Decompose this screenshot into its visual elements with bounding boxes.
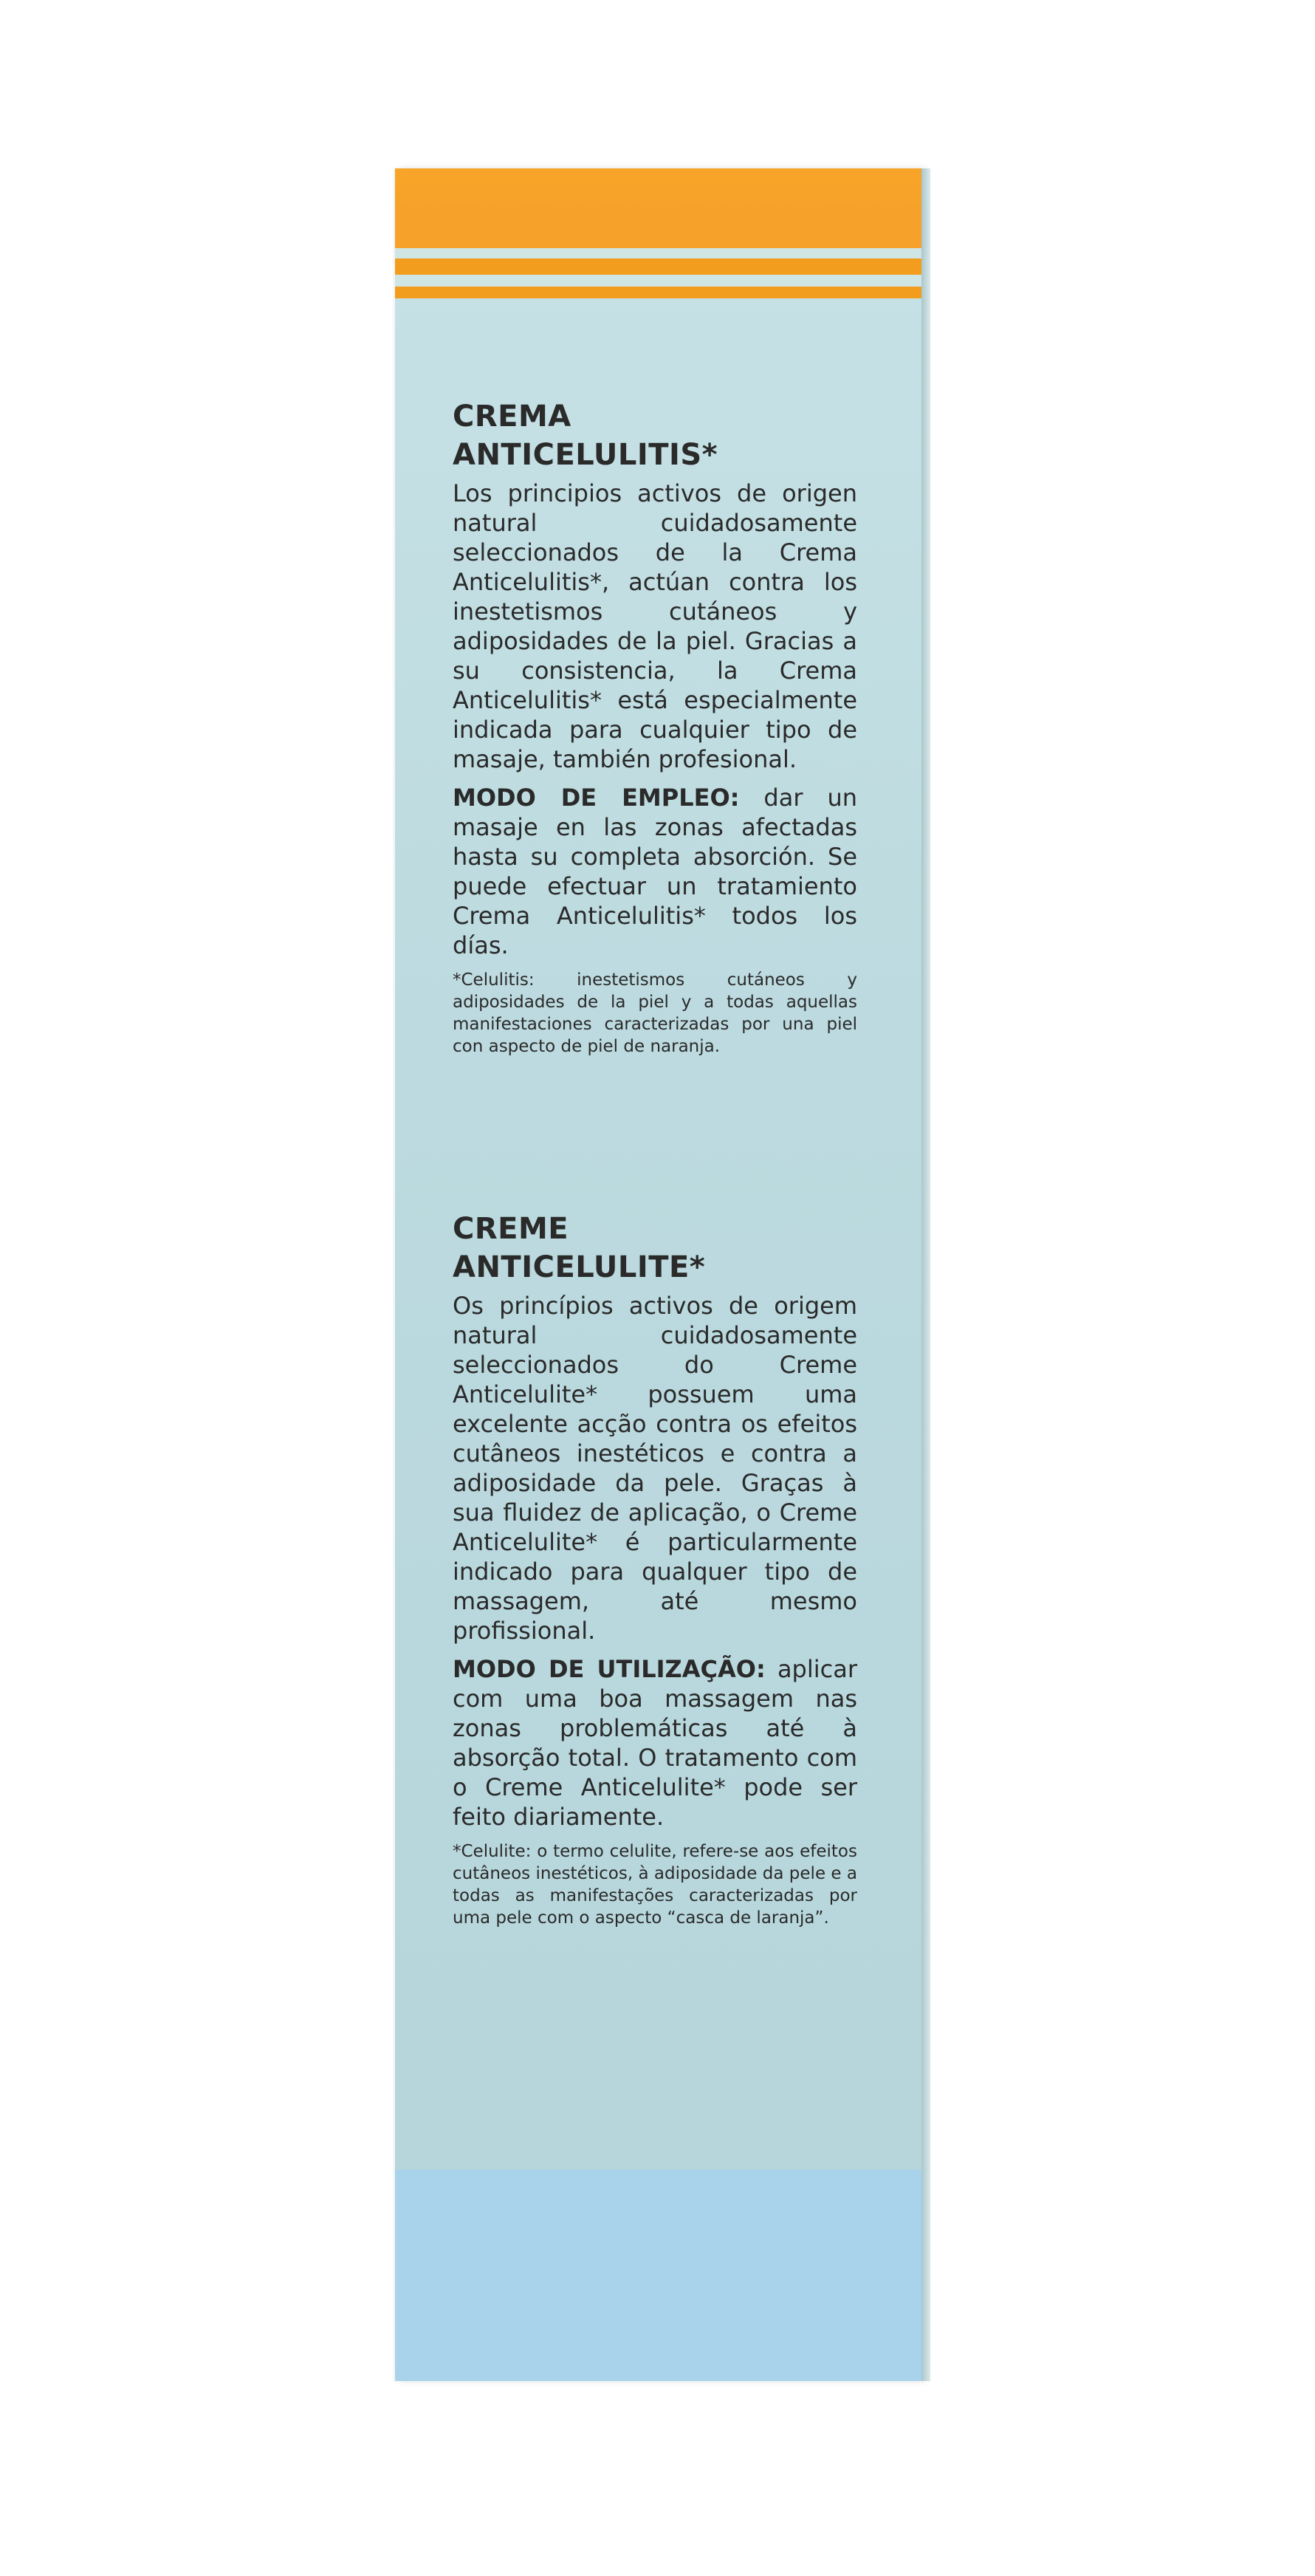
spanish-title-line2: ANTICELULITIS* [453,438,718,472]
portuguese-usage-label: MODO DE UTILIZAÇÃO: [453,1655,766,1683]
product-box-side-panel [395,168,921,2381]
spanish-section [453,397,857,1058]
spanish-usage-paragraph [453,783,857,960]
portuguese-title-line1: CREME [453,1212,569,1246]
portuguese-usage-paragraph [453,1654,857,1832]
light-stripe [395,275,921,287]
spanish-usage-label: MODO DE EMPLEO: [453,784,740,812]
spanish-title-line1: CREMA [453,400,571,434]
portuguese-footnote: *Celulite: o termo celulite, refere-se aos efeitos cutâneos inestéticos, à adiposidade da pele e a todas as manifestações caracterizadas por uma pele com o aspecto “casca de laranja”. [453,1842,857,1928]
box-edge-shadow [921,168,930,2381]
orange-stripe [395,287,921,298]
spanish-usage-text: dar un masaje en las zonas afectadas hasta su completa absorción. Se puede efectuar un tratamiento Crema Anticelulitis* todos los días. [453,784,857,959]
spanish-footnote: *Celulitis: inestetismos cutáneos y adiposidades de la piel y a todas aquellas manifestaciones caracterizadas por una piel con aspecto de piel de naranja. [453,970,857,1056]
portuguese-usage-text: aplicar com uma boa massagem nas zonas problemáticas até à absorção total. O tratamento com o Creme Anticelulite* pode ser feito diariamente. [453,1655,858,1831]
portuguese-title [453,1210,857,1287]
portuguese-body-text: Os princípios activos de origem natural cuidadosamente seleccionados do Creme Anticelulite* possuem uma excelente acção contra os efeitos cutâneos inestéticos e contra a adiposidade da pele. Graças à sua fluidez de aplicação, o Creme Anticelulite* é particularmente indicado para qualquer tipo de massagem, até mesmo profissional. [453,1292,857,1645]
spanish-body-text: Los principios activos de origen natural cuidadosamente seleccionados de la Crema Anticelulitis*, actúan contra los inestetismos cutáneos y adiposidades de la piel. Gracias a su consistencia, la Crema Anticelulitis* está especialmente indicada para cualquier tipo de masaje, también profesional. [453,479,857,773]
portuguese-title-line2: ANTICELULITE* [453,1250,706,1284]
orange-stripe [395,258,921,275]
spanish-title [453,397,857,474]
orange-top-band [395,168,921,248]
blue-bottom-band [395,2170,921,2381]
portuguese-section [453,1210,857,1929]
light-stripe [395,248,921,258]
